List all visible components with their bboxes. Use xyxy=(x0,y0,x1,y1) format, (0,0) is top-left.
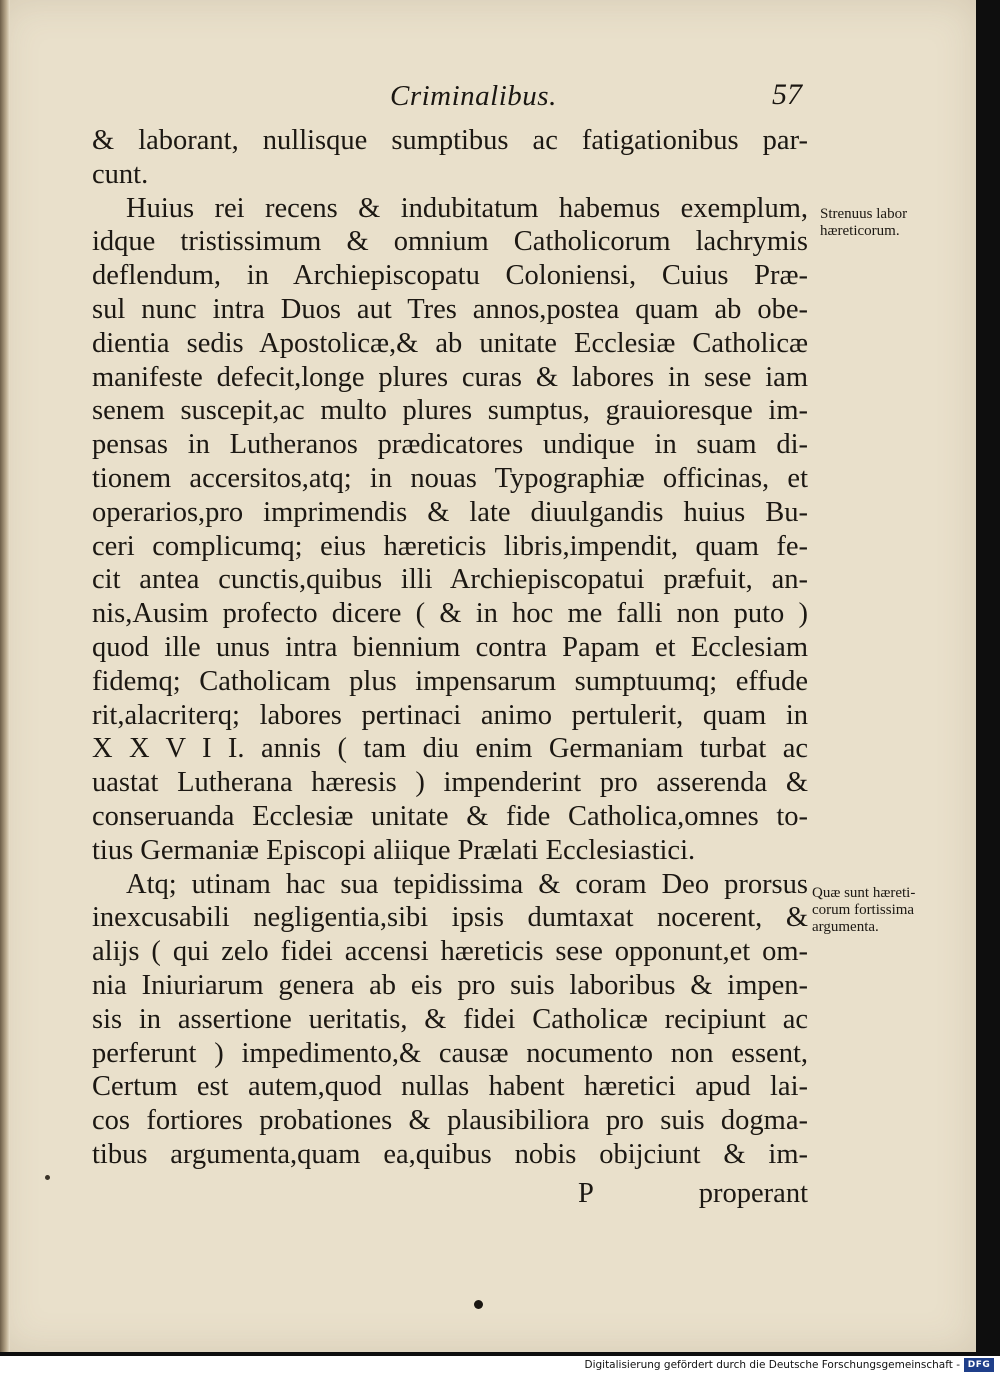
text-line: alijs ( qui zelo fidei accensi hæreticis sese opponunt,et om- xyxy=(92,936,808,968)
margin-note-line: hæreticorum. xyxy=(820,223,900,239)
text-line: dientia sedis Apostolicæ,& ab unitate Ecclesiæ Catholicæ xyxy=(92,327,808,359)
text-line: fidemq; Catholicam plus impensarum sumptuumq; effude xyxy=(92,665,808,697)
page-number: 57 xyxy=(772,78,802,111)
text-line: sis in assertione ueritatis, & fidei Catholicæ recipiunt ac xyxy=(92,1003,808,1035)
text-line: inexcusabili negligentia,sibi ipsis dumtaxat nocerent, & xyxy=(92,902,808,934)
text-line: Certum est autem,quod nullas habent hæretici apud lai- xyxy=(92,1071,808,1103)
margin-note-line: Quæ sunt hæreti- xyxy=(812,885,916,901)
main-text-block xyxy=(92,124,808,1172)
text-line: cit antea cunctis,quibus illi Archiepiscopatui præfuit, an- xyxy=(92,564,808,596)
text-line: Huius rei recens & indubitatum habemus exemplum, xyxy=(126,192,808,224)
text-line: operarios,pro imprimendis & late diuulgandis huius Bu- xyxy=(92,496,808,528)
text-line: X X V I I. annis ( tam diu enim Germaniam turbat ac xyxy=(92,733,808,765)
signature-mark: P xyxy=(578,1178,594,1209)
running-title: Criminalibus. xyxy=(390,80,557,112)
text-line: idque tristissimum & omnium Catholicorum lachrymis xyxy=(92,226,808,258)
catchword: properant xyxy=(698,1178,808,1209)
text-line: tius Germaniæ Episcopi aliique Prælati Ecclesiastici. xyxy=(92,834,696,866)
text-line: sul nunc intra Duos aut Tres annos,postea quam ab obe- xyxy=(92,293,808,325)
credit-text: Digitalisierung gefördert durch die Deutsche Forschungsgemeinschaft - xyxy=(584,1359,960,1371)
text-line: nis,Ausim profecto dicere ( & in hoc me falli non puto ) xyxy=(92,598,808,630)
page-binding-edge xyxy=(0,0,10,1352)
text-line: quod ille unus intra biennium contra Papam et Ecclesiam xyxy=(92,631,808,663)
text-line: manifeste defecit,longe plures curas & labores in sese iam xyxy=(92,361,808,393)
ink-speck xyxy=(45,1175,50,1180)
text-line: senem suscepit,ac multo plures sumptus, grauioresque im- xyxy=(92,395,808,427)
page-footer-line xyxy=(92,1178,808,1214)
text-line: tionem accersitos,atq; in nouas Typographiæ officinas, et xyxy=(92,462,808,494)
text-line: cunt. xyxy=(92,158,149,190)
text-line: ceri complicumq; eius hæreticis libris,impendit, quam fe- xyxy=(92,530,808,562)
text-line: & laborant, nullisque sumptibus ac fatigationibus par- xyxy=(92,125,808,156)
text-line: pensas in Lutheranos prædicatores undique in suam di- xyxy=(92,429,808,461)
running-header xyxy=(0,80,976,120)
dfg-logo: DFG xyxy=(964,1358,994,1372)
text-line: cos fortiores probationes & plausibiliora pro suis dogma- xyxy=(92,1105,808,1137)
text-line: deflendum, in Archiepiscopatu Coloniensi, Cuius Præ- xyxy=(92,260,808,292)
margin-note-strenuus xyxy=(820,206,907,240)
margin-note-line: argumenta. xyxy=(812,919,879,935)
margin-note-argumenta xyxy=(812,885,915,936)
text-line: nia Iniuriarum genera ab eis pro suis laboribus & impen- xyxy=(92,969,808,1001)
text-line: perferunt ) impedimento,& causæ nocumento non essent, xyxy=(92,1037,808,1069)
margin-note-line: Strenuus labor xyxy=(820,206,908,222)
text-line: Atq; utinam hac sua tepidissima & coram Deo prorsus xyxy=(126,868,808,900)
ink-dot-mark xyxy=(474,1300,483,1309)
text-line: uastat Lutherana hæresis ) impenderint pro asserenda & xyxy=(92,767,808,799)
margin-note-line: corum fortissima xyxy=(812,902,915,918)
text-line: tibus argumenta,quam ea,quibus nobis obijciunt & im- xyxy=(92,1138,808,1170)
digitization-credit-bar xyxy=(0,1356,1000,1375)
text-line: rit,alacriterq; labores pertinaci animo pertulerit, quam in xyxy=(92,699,808,731)
text-line: conseruanda Ecclesiæ unitate & fide Catholica,omnes to- xyxy=(92,800,808,832)
